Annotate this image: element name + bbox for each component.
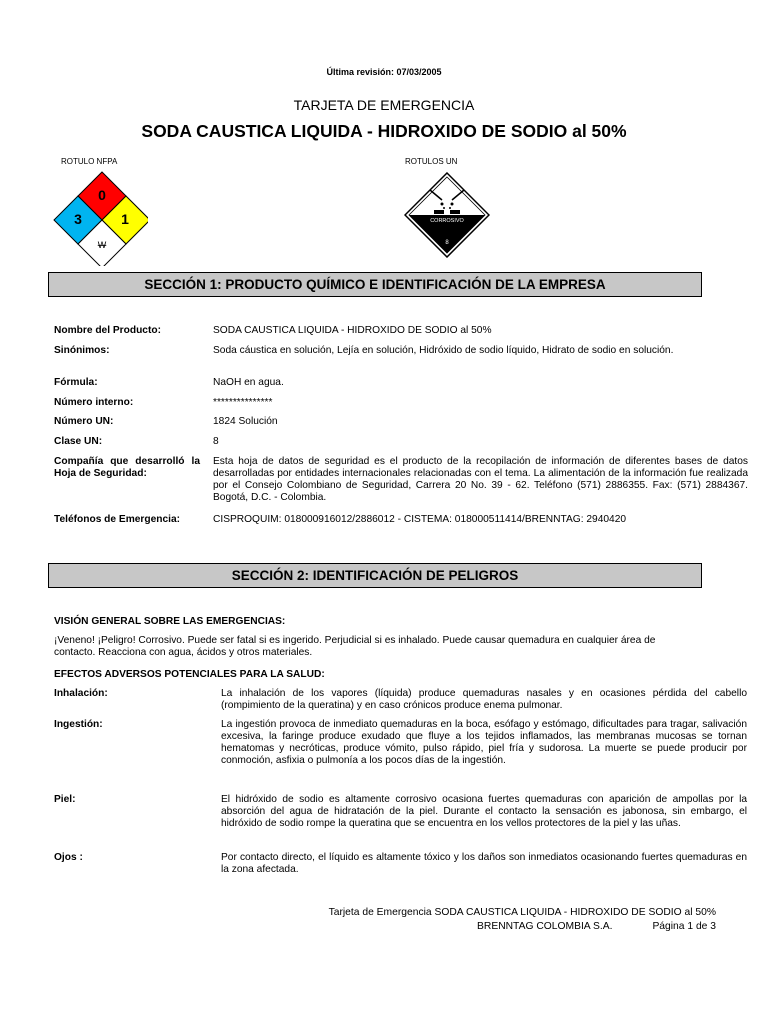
field-label: Número UN: [54,416,114,427]
effect-text: Por contacto directo, el líquido es altamente tóxico y los daños son inmediatos ocasionando fuertes quemaduras en la zona afectada. [221,852,747,875]
effect-label: Ingestión: [54,719,103,730]
nfpa-diamond-icon [48,170,148,266]
field-label: Nombre del Producto: [54,325,161,336]
effect-label: Inhalación: [54,688,108,699]
field-value: 8 [213,436,219,447]
un-label: ROTULOS UN [405,157,458,166]
nfpa-health-value: 3 [74,211,82,227]
effect-label: Ojos : [54,852,83,863]
nfpa-special-value: W [97,240,107,250]
field-label: Clase UN: [54,436,103,447]
corrosive-hazard-icon [404,172,490,258]
field-value: *************** [213,397,273,408]
effect-text: La ingestión provoca de inmediato quemaduras en la boca, esófago y estómago, dificultades para tragar, salivación excesiva, la faringe produce exudado que fluye a los tejidos inflamados, las membranas mucosas se tornan hematomas y necróticas, produce vómito, pulso rápido, piel fría y sudorosa. La muerte se puede producir por conmoción, asfixia o pulmonía a los pocos días de la ingestión. [221,719,747,766]
un-class-number: 8 [445,240,449,246]
section-2-header: SECCIÓN 2: IDENTIFICACIÓN DE PELIGROS [48,563,702,588]
effect-text: La inhalación de los vapores (líquida) produce quemaduras nasales y en ocasiones pérdida del cabello (rompimiento de la queratina) y en caso crónicos produce enema pulmonar. [221,688,747,711]
overview-heading: VISIÓN GENERAL SOBRE LAS EMERGENCIAS: [54,616,286,627]
effect-text: El hidróxido de sodio es altamente corrosivo ocasiona fuertes quemaduras con aparición de ampollas por la absorción del agua de hidratación de la piel. Durante el contacto la sensación es jabonosa, sin embargo, el hidróxido de sodio rompe la queratina que se encuentra en los vellos protectores de la piel y las uñas. [221,794,747,829]
effects-heading: EFECTOS ADVERSOS POTENCIALES PARA LA SALUD: [54,669,325,680]
corrosive-label-text: CORROSIVO [430,218,464,224]
nfpa-flammability-value: 0 [98,187,106,203]
field-label: Fórmula: [54,377,98,388]
section-1-header: SECCIÓN 1: PRODUCTO QUÍMICO E IDENTIFICACIÓN DE LA EMPRESA [48,272,702,297]
page-title: SODA CAUSTICA LIQUIDA - HIDROXIDO DE SODIO al 50% [141,121,627,141]
field-value: SODA CAUSTICA LIQUIDA - HIDROXIDO DE SODIO al 50% [213,325,492,336]
field-value: 1824 Solución [213,416,278,427]
document-type: TARJETA DE EMERGENCIA [293,97,475,113]
field-label: Teléfonos de Emergencia: [54,514,181,525]
overview-text: ¡Veneno! ¡Peligro! Corrosivo. Puede ser fatal si es ingerido. Perjudicial si es inhalado. Puede causar quemadura en cualquier área de contacto. Reacciona con agua, ácidos y otros materiales. [54,635,656,658]
field-label: Número interno: [54,397,134,408]
nfpa-label: ROTULO NFPA [61,157,118,166]
page-footer [329,906,716,934]
revision-date: Última revisión: 07/03/2005 [326,67,442,77]
field-value: CISPROQUIM: 018000916012/2886012 - CISTEMA: 018000511414/BRENNTAG: 2940420 [213,514,627,525]
footer-page-number: Página 1 de 3 [652,921,716,932]
effect-label: Piel: [54,794,76,805]
field-value: Soda cáustica en solución, Lejía en solución, Hidróxido de sodio líquido, Hidrato de sodio en solución. [213,345,674,356]
footer-title: Tarjeta de Emergencia SODA CAUSTICA LIQUIDA - HIDROXIDO DE SODIO al 50% [328,907,716,918]
field-value: Esta hoja de datos de seguridad es el producto de la recopilación de información de diferentes bases de datos desarrolladas por entidades internacionales relacionadas con el tema. La alimentación de la información fue realizada por el Consejo Colombiano de Seguridad, Carrera 20 No. 39 - 62. Teléfono (571) 2886355. Fax: (571) 2884367. Bogotá, D.C. - Colombia. [213,456,748,503]
field-label: Compañía que desarrolló la Hoja de Seguridad: [54,456,200,479]
nfpa-reactivity-value: 1 [121,211,129,227]
field-value: NaOH en agua. [213,377,284,388]
field-label: Sinónimos: [54,345,110,356]
footer-company: BRENNTAG COLOMBIA S.A. [477,921,613,932]
